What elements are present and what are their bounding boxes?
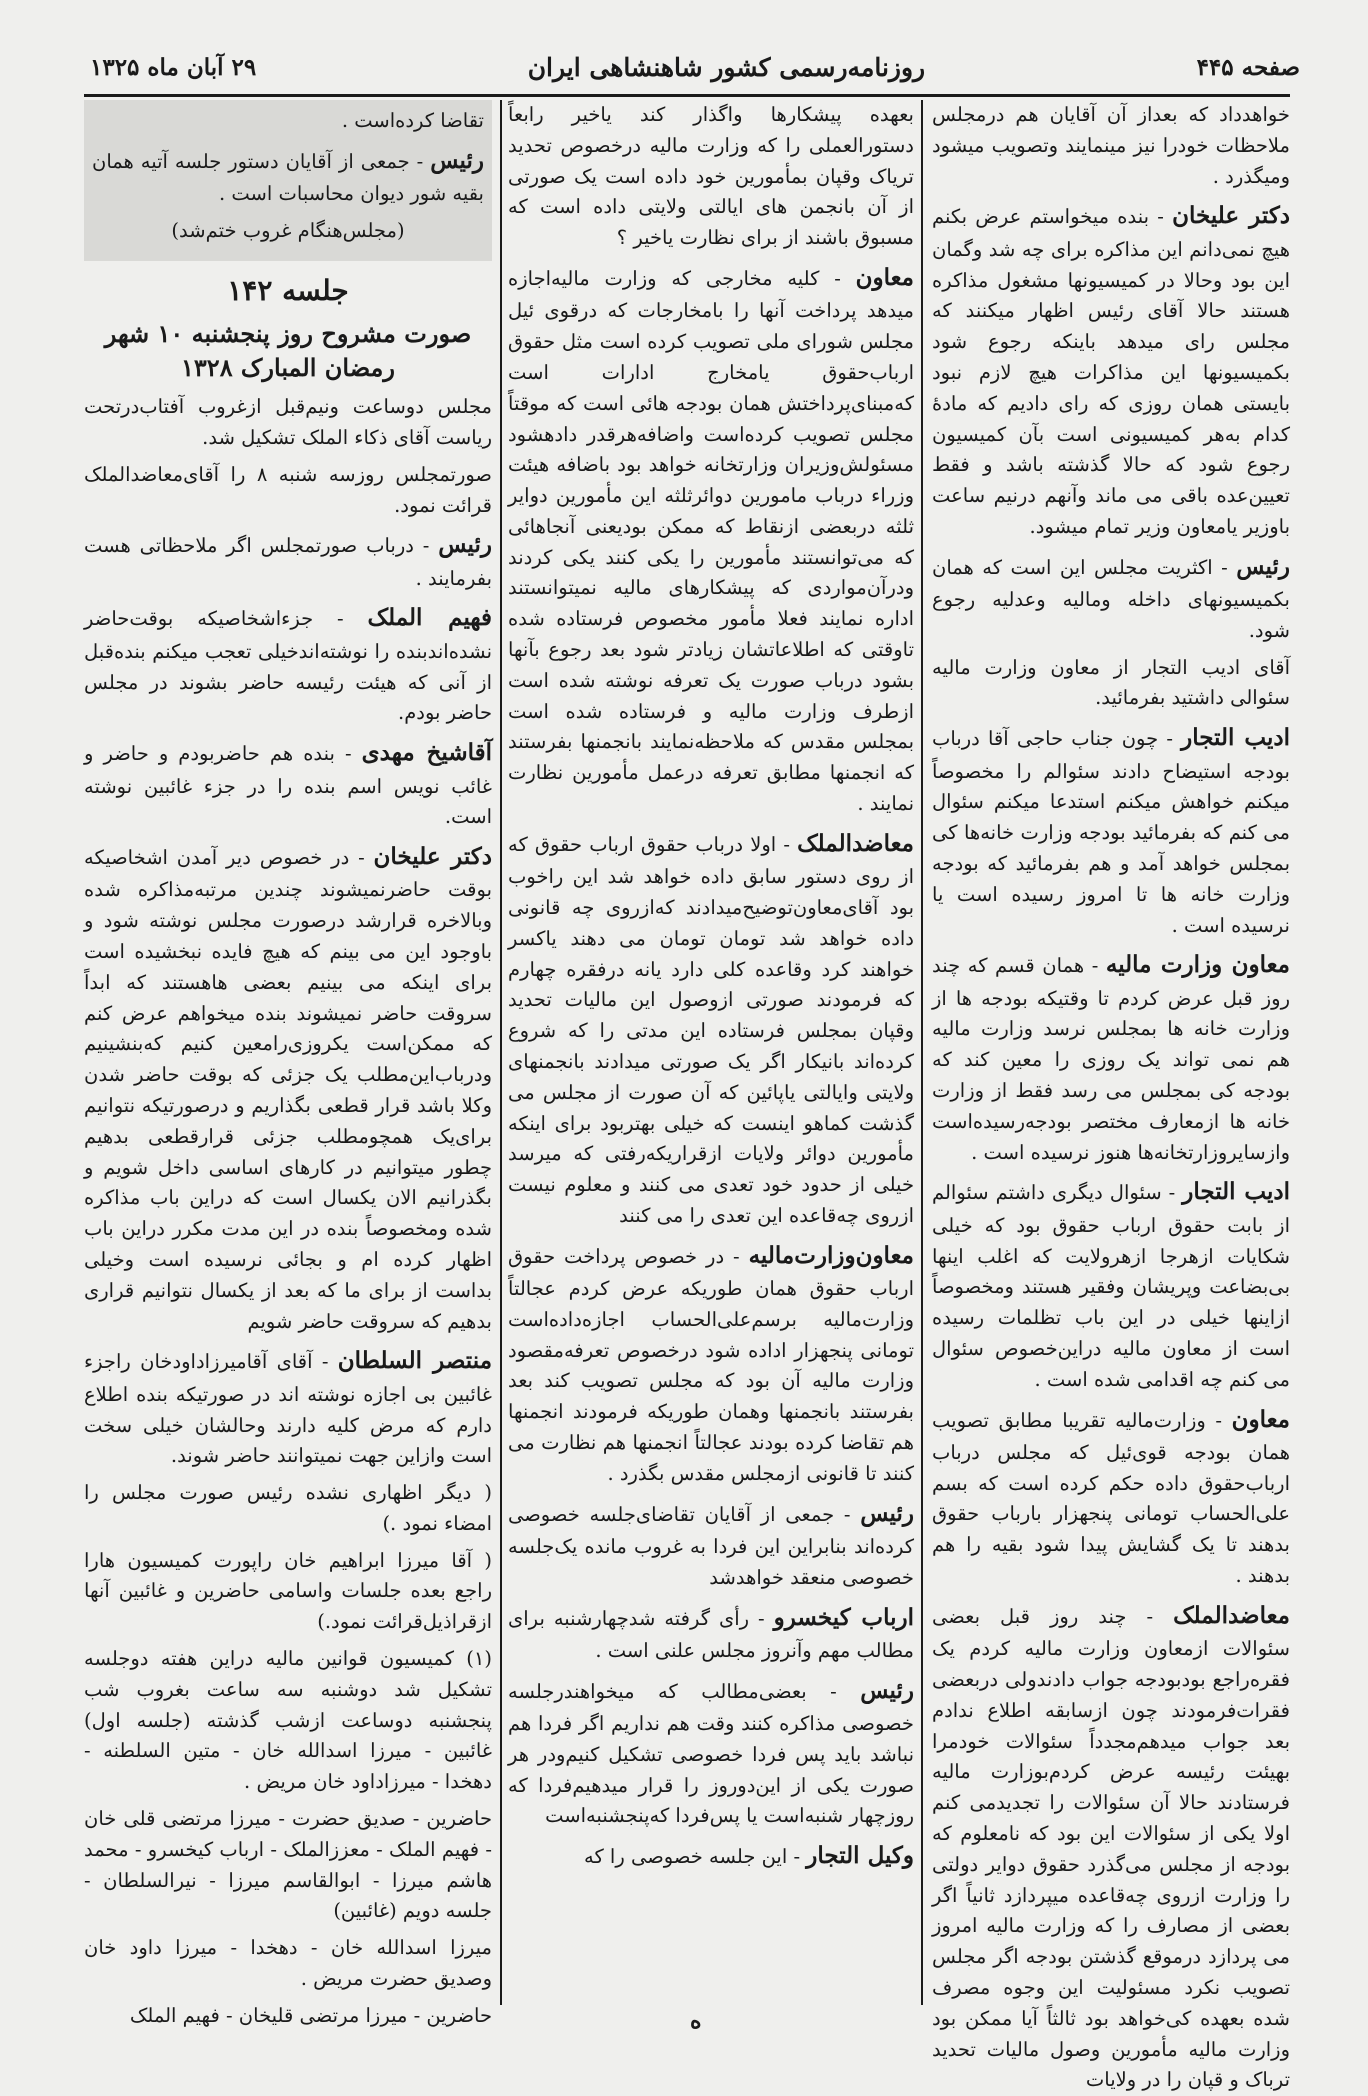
speaker-name: رئیس bbox=[430, 146, 484, 174]
paragraph bbox=[84, 600, 492, 729]
paragraph bbox=[92, 143, 484, 210]
speech-text: - وزارت‌مالیه تقریبا مطابق تصویب همان بودجه قوی‌ئیل که مجلس درباب ارباب‌حقوق داده حکم کرده است که بسم علی‌الحساب تومانی پنجهزار بارباب حقوق بدهند تا یک گشایش پیدا شود بقیه را هم بدهند . bbox=[932, 1408, 1290, 1588]
paragraph bbox=[84, 839, 492, 1337]
speaker-name: رئیس bbox=[1236, 552, 1290, 580]
speaker-name: رئیس bbox=[860, 1499, 914, 1527]
paragraph: ( دیگر اظهاری نشده رئیس صورت مجلس را امضاء نمود .) bbox=[84, 1481, 492, 1535]
issue-date: ۲۹ آبان ماه ۱۳۲۵ bbox=[90, 53, 257, 81]
paragraph bbox=[508, 826, 914, 1232]
speech-text: - بعضی‌مطالب که میخواهندرجلسه خصوصی مذاکره کنند وقت هم نداریم اگر فردا هم نباشد باید پس فردا خصوصی تشکیل کنیم‌ودر هر صورت یکی از این‌دوروز را قرار میدهیم‌فردا که روزچهار شنبه‌است یا پس‌فردا که‌پنجشنبه‌است bbox=[508, 1679, 914, 1828]
column-divider-left bbox=[500, 100, 502, 2005]
speech-text: - چون جناب حاجی آقا درباب بودجه استیضاح دادند سئوالم را مخصوصاً میکنم خواهش میکنم استدعا میکنم سئوال می کنم که بفرمائید بودجه وزارت خانه‌ها کی بمجلس خواهد آمد و هم بفرمائید که بودجه وزارت خانه ها تا امروز رسیده است یا نرسیده است . bbox=[932, 727, 1290, 937]
speaker-name: ادیب التجار bbox=[1182, 1178, 1290, 1206]
speaker-name: رئیس bbox=[438, 531, 492, 559]
speaker-name: دکتر علیخان bbox=[1172, 202, 1291, 230]
page-header bbox=[90, 42, 1300, 92]
previous-session-end-box bbox=[84, 100, 492, 261]
speech-text: - چند روز قبل بعضی سئوالات ازمعاون وزارت مالیه کردم یک فقره‌راجع بودبودجه جواب دادندولی دربعضی فقرات‌فرمودند چون ازسابقه اطلاع ندادم بعد جواب میدهم‌مجدداً سئوالات خودمرا بهیئت رئیسه عرض کردم‌بوزارت مالیه فرستادند حالا آن سئوالات را تجدیدمی کنم اولا یکی از سئوالات این بود که نامعلوم که بودجه از مجلس می‌گذرد حقوق دوایر دولتی را وزارت ازروی چه‌قاعده میپردازد ثانیاً اگر بعضی از مصارف را که وزارت مالیه امروز می پردازد درموقع گذشتن بودجه اگر مجلس تصویب نکرد مسئولیت این وجوه مصرف شده بعهده کی‌خواهد بود ثالثاً آیا ممکن بود وزارت مالیه مأمورین وصول مالیات تحدید ترباک و قپان را در ولایات bbox=[932, 1604, 1290, 2092]
speaker-name: معاضدالملک bbox=[1173, 1601, 1290, 1629]
speaker-name: معاضدالملک bbox=[797, 829, 914, 857]
speech-text: - جمعی از آقایان دستور جلسه آتیه همان بقیه شور دیوان محاسبات است . bbox=[92, 149, 484, 206]
speech-text: - همان قسم که چند روز قبل عرض کردم تا وقتیکه بودجه ها از وزارت خانه ها بمجلس نرسد وزارت مالیه هم نمی تواند یک روزی را معین کند که بودجه کی بمجلس می رسد فقط از وزارت خانه ها ازمعارف مختصر بودجه‌رسیده‌است وازسایروزارتخانه‌ها هنوز نرسیده است . bbox=[932, 954, 1290, 1164]
speech-text: - سئوال دیگری داشتم سئوالم از بابت حقوق ارباب حقوق بود که خیلی شکایات ازهرجا ازهرولایت که اغلب اینها بی‌بضاعت وپریشان وفقیر هستند ومخصوصاً ازاینها خیلی در این باب تظلمات رسیده است از معاون مالیه دراین‌خصوص سئوال می کنم چه اقدامی شده است . bbox=[932, 1181, 1290, 1391]
speech-text: - این جلسه خصوصی را که bbox=[584, 1845, 807, 1869]
session-number: جلسه ۱۴۲ bbox=[227, 273, 349, 307]
paragraph bbox=[508, 1238, 914, 1490]
speech-text: - بنده میخواستم عرض بکنم هیچ نمی‌دانم این مذاکره برای چه شد وگمان این بود وحالا در کمیسیونها مشغول مذاکره هستند حالا آقای رئیس اظهار میکنند که مجلس رای میدهد باینکه رجوع شود بکمیسیونها این مذاکرات هیچ لازم نبود بایستی همان روزی که رای دادیم که مادهٔ کدام به‌هر کمیسیونی است بآن کمیسیون رجوع شود که حالا گذشته باشد و فقط تعیین‌عده باقی می ماند وآنهم درنیم ساعت باوزیر یامعاون وزیر تمام میشود. bbox=[932, 205, 1290, 538]
paragraph bbox=[932, 720, 1290, 941]
paragraph bbox=[932, 1402, 1290, 1592]
speaker-name: ارباب کیخسرو bbox=[773, 1603, 914, 1631]
paragraph bbox=[932, 198, 1290, 542]
session-closing-note: (مجلس‌هنگام غروب ختم‌شد) bbox=[171, 218, 405, 242]
speech-text: - آقای آقامیرزاداودخان راجزء غائبین بی اجازه نوشته اند در صورتیکه بنده اطلاع دارم که مرض کلیه دارند وحالشان خیلی سخت است وازاین جهت نمیتوانند حاضر شوند. bbox=[84, 1350, 492, 1468]
speech-text: - اکثریت مجلس این است که همان بکمیسیونهای داخله ومالیه وعدلیه رجوع شود. bbox=[932, 555, 1290, 642]
session-heading: صورت مشروح روز پنجشنبه ۱۰ شهر رمضان المبارک ۱۳۲۸ bbox=[104, 318, 472, 382]
paragraph: حاضرین - میرزا مرتضی قلیخان - فهیم الملک bbox=[129, 2003, 492, 2027]
newspaper-title: روزنامه‌رسمی کشور شاهنشاهی ایران bbox=[527, 52, 926, 82]
speaker-name: فهیم الملک bbox=[367, 604, 493, 632]
speaker-name: معاون bbox=[855, 263, 914, 291]
speaker-name: معاون‌وزارت‌مالیه bbox=[748, 1241, 914, 1269]
speech-text: - رأی گرفته شدچهارشنبه برای مطالب مهم وآنروز مجلس علنی است . bbox=[508, 1606, 914, 1662]
paragraph: آقای ادیب التجار از معاون وزارت مالیه سئوالی داشتید بفرمائید. bbox=[932, 655, 1290, 710]
speaker-name: دکتر علیخان bbox=[373, 843, 492, 871]
paragraph bbox=[932, 947, 1290, 1168]
paragraph bbox=[508, 1600, 914, 1667]
paragraph bbox=[508, 1838, 914, 1874]
paragraph: ( آقا میرزا ابراهیم خان راپورت کمیسیون هارا راجع بعده جلسات واسامی حاضرین و غائبین آنها ازقراذیل‌قرائت نمود.) bbox=[84, 1548, 492, 1634]
paragraph bbox=[84, 1343, 492, 1472]
column-left bbox=[84, 100, 493, 2027]
paragraph bbox=[932, 1174, 1290, 1395]
paragraph: بعهده پیشکارها واگذار کند یاخیر رابعاً دستورالعملی را که وزارت مالیه درخصوص تحدید تریاک وقپان بمأمورین خود داده است یک صورتی از آن بانجمن های ایالتی ولایتی داده است که مسبوق باشند از برای نظارت یاخیر ؟ bbox=[508, 103, 914, 250]
column-middle bbox=[508, 100, 914, 2007]
speaker-name: منتصر السلطان bbox=[337, 1347, 493, 1375]
paragraph: تقاضا کرده‌است . bbox=[341, 109, 484, 132]
speech-text: - درباب صورتمجلس اگر ملاحظاتی هست بفرمایند . bbox=[84, 534, 492, 590]
speech-text: - اولا درباب حقوق ارباب حقوق که از روی دستور سابق داده خواهد شد این راخوب بود آقای‌معاون‌توضیح‌میدادند که‌ازروی چه قانونی داده خواهد شد تومان تومان می دهند یاکسر خواهند کرد وقاعده کلی دارد یانه درفقره چهارم که فرمودند صورتی ازوصول این مالیات تحدید وقپان بمجلس فرستاده این مدتی را که شروع کرده‌اند بانیکار اگر یک صورتی میدادند بانجمنهای ولایتی وایالتی یاپائین که آن صورت از مجلس می گذشت کماهو اینست که خیلی بهتربود برای اینکه مأمورین دوائر ولایات ازقراریکه‌رفتی که میرسد خیلی از حدود خود تعدی می کنند و معلوم نیست ازروی چه‌قاعده این تعدی را می کنند bbox=[508, 832, 914, 1227]
speech-text: - جزءاشخاصیکه بوقت‌حاضر نشده‌اندبنده را نوشته‌اندخیلی تعجب میکنم بنده‌قبل از آنی که هیئت رئیسه حاضر بشوند در مجلس حاضر بودم. bbox=[84, 607, 492, 725]
paragraph: میرزا اسدالله خان - دهخدا - میرزا داود خان وصدیق حضرت مریض . bbox=[84, 1936, 492, 1991]
paragraph bbox=[508, 1496, 914, 1594]
speaker-name: آقاشیخ مهدی bbox=[361, 739, 492, 767]
paragraph: مجلس دوساعت ونیم‌قبل ازغروب آفتاب‌درتحت ریاست آقای ذکاء الملک تشکیل شد. bbox=[84, 395, 492, 449]
paragraph: (۱) کمیسیون قوانین مالیه دراین هفته دوجلسه تشکیل شد دوشنبه سه ساعت بغروب شب پنجشنبه دوساعت ازشب گذشته (جلسه اول) غائبین - میرزا اسدالله خان - متین السلطنه - دهخدا - میرزاداود خان مریض . bbox=[84, 1647, 492, 1794]
paragraph bbox=[84, 527, 492, 594]
header-rule bbox=[84, 94, 1290, 97]
speaker-name: ادیب التجار bbox=[1181, 724, 1290, 752]
speaker-name: معاون bbox=[1231, 1405, 1290, 1433]
paragraph bbox=[508, 1673, 914, 1833]
speech-text: - کلیه مخارجی که وزارت مالیه‌اجازه میدهد پرداخت آنها را بامخارجات که درقوی ئیل مجلس شورای ملی تصویب کرده است مثل حقوق ارباب‌حقوق یامخارج ادارات است که‌مبنای‌پرداختش همان بودجه هائی است که موقتاً مجلس تصویب کرده‌است واضافه‌هرقدر دادهشود مسئولش‌وزیران وزارتخانه خواهد بود باضافه هیئت وزراء درباب مامورین دوائرثلثه این مأمورین دوایر ثلثه دربعضی ازنقاط که ممکن بودیعنی آنجاهائی که می‌توانستند مأمورین را یکی کنند یکی کردند ودرآن‌مواردی که پیشکارهای مالیه نمیتوانستند اداره نمایند فعلا مأمور مخصوص فرستاده شده تاوقتی که اطلاعاتشان زیادتر شود بعد رجوع بآنها بشود درباب صورت یک تعرفه نوشته شده است ازطرف وزارت مالیه و فرستاده شده است بمجلس مقدس که ملاحظه‌نمایند بانجمنها بفرستند که انجمنها مطابق تعرفه درعمل مأمورین نظارت نمایند . bbox=[508, 266, 914, 816]
paragraph bbox=[932, 1598, 1290, 2096]
footer-mark: ه bbox=[690, 2008, 702, 2034]
paragraph: حاضرین - صدیق حضرت - میرزا مرتضی قلی خان - فهیم الملک - معززالملک - ارباب کیخسرو - محمد هاشم میرزا - ابوالقاسم میرزا - نیرالسلطان - جلسه دویم (غائبین) bbox=[84, 1807, 492, 1923]
speaker-name: معاون وزارت مالیه bbox=[1105, 951, 1291, 979]
speech-text: - در خصوص دیر آمدن اشخاصیکه بوقت حاضرنمیشوند چندین مرتبه‌مذاکره شده وبالاخره قرارشد درصورت مجلس نوشته شود و باوجود این می بینم که هیچ فایده نبخشیده است برای اینکه می بینیم بعضی هاهستند که ابداً سروقت حاضر نمیشوند بنده میخواهم عرض کنم که ممکن‌است یکروزی‌رامعین کنیم که‌بنشینیم ودرباب‌این‌مطلب یک جزئی که بوقت حاضر شدن وکلا باشد قرار قطعی بگذاریم و درصورتیکه نتوانیم برای‌یک همچومطلب جزئی قرارقطعی بدهیم چطور میتوانیم در کارهای اساسی داخل شویم و بگذرانیم الان یکسال است که دراین باب مذاکره شده ومخصوصاً بنده در این مدت مکرر دراین باب اظهار کرده ام و بجائی نرسیده است وخیلی بداست از برای ما که بعد از یکسال نتوانیم قراری بدهیم که سروقت حاضر شویم bbox=[84, 846, 492, 1333]
speaker-name: وکیل التجار bbox=[806, 1842, 914, 1870]
paragraph bbox=[508, 260, 914, 820]
speech-text: - بنده هم حاضربودم و حاضر و غائب نویس اسم بنده را در جزء غائبین نوشته است. bbox=[84, 742, 492, 829]
page-number: صفحه ۴۴۵ bbox=[1196, 53, 1300, 81]
speaker-name: رئیس bbox=[860, 1676, 914, 1704]
paragraph: خواهدداد که بعداز آن آقایان هم درمجلس ملاحظات خودرا نیز مینمایند وتصویب میشود ومیگذرد . bbox=[932, 103, 1290, 188]
column-divider-right bbox=[921, 100, 923, 2005]
speech-text: - در خصوص پرداخت حقوق ارباب حقوق همان طوریکه عرض کردم عجالتاً وزارت‌مالیه برسم‌علی‌الحساب اجازه‌داده‌است تومانی پنجهزار اداده شود درخصوص تعرفه‌مقصود وزارت مالیه آن بود که مجلس تصویب کند بعد بفرستند بانجمنها وهمان طوریکه فرمودند انجمنها هم تقاضا کرده بودند عجالتاً انجمنها هم نظارت می کنند تا قانونی از‌مجلس مقدس بگذرد . bbox=[508, 1244, 914, 1485]
column-right bbox=[932, 100, 1291, 2092]
paragraph bbox=[932, 549, 1290, 647]
paragraph bbox=[84, 735, 492, 833]
speech-text: - جمعی از آقایان تقاضای‌جلسه خصوصی کرده‌اند بنابراین این فردا به غروب مانده یک‌جلسه خصوصی منعقد خواهدشد bbox=[508, 1502, 914, 1589]
paragraph: صورتمجلس روزسه شنبه ۸ را آقای‌معاضدالملک قرائت نمود. bbox=[84, 462, 492, 517]
